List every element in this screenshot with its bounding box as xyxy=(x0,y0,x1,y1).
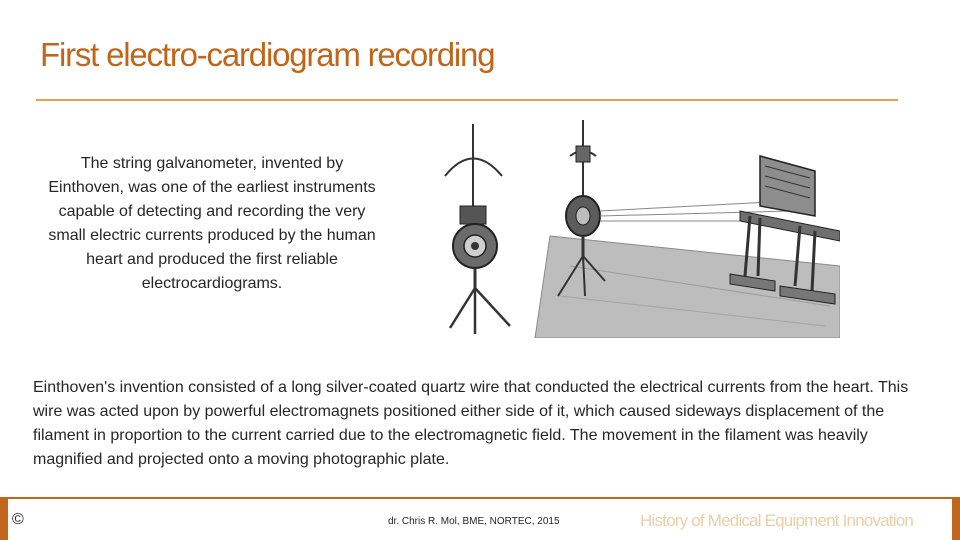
footer-brand: History of Medical Equipment Innovation xyxy=(640,511,914,530)
page-title: First electro-cardiogram recording xyxy=(40,36,495,73)
galvanometer-left xyxy=(445,124,510,334)
footer-credit: dr. Chris R. Mol, BME, NORTEC, 2015 xyxy=(388,516,560,527)
copyright-symbol: © xyxy=(12,511,24,528)
illustration-caption: The string galvanometer, invented by Einthoven, was one of the earliest instruments capable of detecting and recording the very small electric currents produced by the human heart and produced the first reliable electrocardiograms. xyxy=(48,155,376,292)
title-underline xyxy=(36,99,898,101)
body-paragraph: Einthoven's invention consisted of a long silver-coated quartz wire that conducted the electrical currents from the heart. This wire was acted upon by powerful electromagnets positioned either side of it, which caused sideways displacement of the filament in proportion to the current carried due to the electromagnetic field. The movement in the filament was heavily magnified and projected onto a moving photographic plate. xyxy=(33,379,909,468)
string-galvanometer-illustration xyxy=(440,116,840,338)
